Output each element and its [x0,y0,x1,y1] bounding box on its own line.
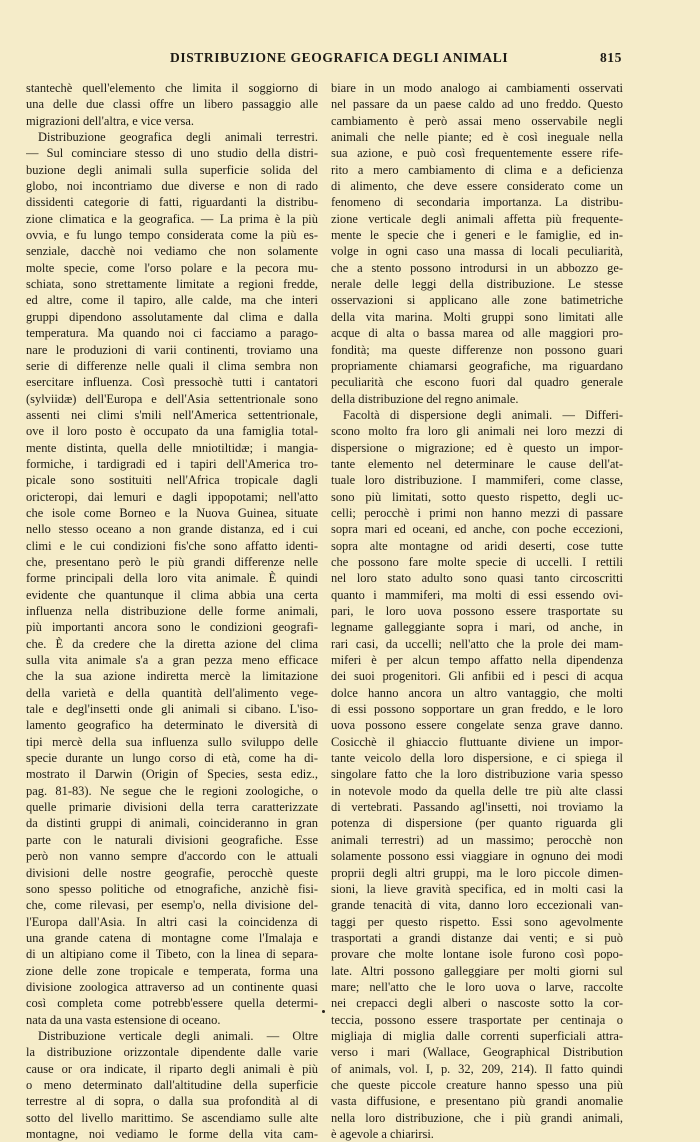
text-line: tante veicolo della loro dispersione, e ci spiega il [331,751,623,766]
text-line: che isole come Borneo e la Nuova Guinea, situate [26,505,318,520]
text-line: della varietà e della quantità dell'alimento vege- [26,685,318,700]
text-line: che a stento possono introdursi in un abbozzo ge- [331,260,623,275]
text-line: serie di differenze nelle quali il clima sembra non [26,358,318,373]
text-line: pari, le loro uova possono essere trasportate su [331,604,623,618]
text-line: senziale, dacchè noi vediamo che non solamente [26,244,318,259]
text-line: divisioni delle nostre geografie, perocchè queste [26,865,318,880]
text-line: trasportati a grandi distanze dai venti; e si può [331,930,623,945]
text-line: vasta diffusione, e presentano più grandi anomalie [331,1094,623,1109]
text-line: forme principali della loro vita animale. È quindi [26,571,318,586]
text-line: è agevole a chiarirsi. [331,1127,434,1141]
text-line: acque di alta o bassa marea od alle maggiori pro- [331,326,623,341]
text-line: fondità; ma queste differenze non possono guari [331,342,623,357]
text-line: tale e degl'insetti onde gli animali si cibano. L'iso- [26,702,318,717]
text-line: nella loro distribuzione, che i più grandi animali, [331,1110,623,1125]
text-line: in notevole modo da quella delle tre più alte classi [331,783,623,798]
text-line: solamente possono essi viaggiare in ognuno dei modi [331,849,623,864]
text-line: di essi possono sopportare un gran freddo, e le loro [331,702,623,717]
text-line: così completa come potrebb'essere quella determi- [26,996,318,1011]
text-line: nata da una vasta estensione di oceano. [26,1012,221,1027]
page-header [28,50,622,70]
text-line: singolare fatto che la loro distribuzione varia spesso [331,767,623,782]
text-line: dei suoi progenitori. Gli anfibii ed i pesci di acqua [331,669,623,684]
running-title: DISTRIBUZIONE GEOGRAFICA DEGLI ANIMALI [170,50,509,65]
text-line: dissidenti categorie di fatti, riguardanti la distribu- [26,195,318,210]
text-line: che queste piccole creature hanno spesso una più [331,1077,623,1092]
text-line: mente distinta, quella delle mniotiltidæ; i mangia- [26,440,318,455]
text-line: che, presentano però le più grandi differenze nelle [26,554,318,569]
footer-mark [322,1010,325,1013]
text-line: molte specie, come l'orso polare e la pecora mu- [26,260,318,275]
text-line: ed altre, come il tapiro, alle calde, ma che interi [26,293,318,308]
text-line: migliaja di miglia dalle correnti superficiali attra- [331,1028,623,1043]
text-line: che, come rilevasi, per esemp'o, nella divisione del- [26,898,318,913]
text-line: of animals, vol. I, p. 32, 209, 214). Il fatto quindi [331,1061,623,1076]
text-line: divisione zoologica attraverso ad un continente quasi [26,979,318,994]
text-line: nei crepacci degli alberi o nascoste sotto la cor- [331,996,623,1011]
text-line: fenomeno di secondaria importanza. La distribu- [331,195,623,210]
text-line: della vita marina. Molti gruppi sono limitati alle [331,309,623,324]
text-line: sopra mari ed oceani, ed anche, con poche eccezioni, [331,522,623,537]
text-line: però non vanno sempre d'accordo con le attuali [26,849,318,864]
text-line: rari casi, da uccelli; nell'atto che la prole dei mam- [331,636,623,651]
text-line: propriamente chiamarsi geografiche, ma riguardano [331,358,623,373]
text-line: biare in un modo analogo ai cambiamenti osservati [331,81,623,95]
text-line: sotto del livello marittimo. Se ascendiamo sulle alte [26,1110,318,1125]
text-line: quanto i mammiferi, ma molti di essi essendo ovi- [331,587,623,602]
text-line: legname galleggiante sopra i mari, od anche, in [331,620,623,635]
text-line: stantechè quell'elemento che limita il soggiorno di [26,81,318,95]
text-line: cambiamento è però assai meno osservabile negli [331,113,623,128]
section-heading-line: Distribuzione verticale degli animali. — Oltre [38,1028,318,1043]
text-line: potenza di dispersione (per quanto riguarda gli [331,816,623,831]
text-line: climi e le cui condizioni fis'che sono affatto identi- [26,538,318,553]
text-line: che la sua azione indiretta mercè la limitazione [26,669,318,684]
text-line: specie durante un lungo corso di età, come ha di- [26,751,318,766]
text-line: nel passare da un paese caldo ad uno freddo. Questo [331,97,623,112]
text-line: mare; nell'atto che le loro uova o larve, raccolte [331,979,623,994]
text-line: terrestre al di sopra, o dalla sua profondità al di [26,1094,318,1109]
text-line: temperatura. Ma quando noi ci facciamo a parago- [26,326,318,341]
text-line: animali che nelle piante; ed è così ineguale nella [331,130,623,145]
text-line: una delle due classi offre un libero passaggio alle [26,97,318,112]
text-line: taggi per questo rispetto. Essi sono agevolmente [331,914,623,929]
text-line: scono molto fra loro gli animali nei loro mezzi di [331,424,623,439]
text-line: verso i mari (Wallace, Geographical Distribution [331,1045,623,1060]
text-line: schiata, sono strettamente limitate a regioni fredde, [26,277,318,292]
text-line: proprii degli altri gruppi, ma le loro piccole dimen- [331,865,623,880]
text-line: sono più limitati, sotto questo rispetto, degli uc- [331,489,623,504]
text-line: peculiarità che escono fuori dal quadro generale [331,375,623,390]
text-line: rito a mero cambiamento di clima e a deficienza [331,162,623,177]
section-heading-line: Facoltà di dispersione degli animali. — Differi- [343,407,623,422]
text-line: volge in ogni caso una massa di locali peculiarità, [331,244,623,259]
text-line: grande tenacità di vita, danno loro eccezionali van- [331,898,623,913]
text-line: nello stesso oceano a non grande distanza, ed i cui [26,522,318,537]
text-line: migrazioni dell'altra, e vice versa. [26,113,194,128]
text-line: tuale loro distribuzione. I mammiferi, come classe, [331,473,623,488]
text-line: sono spesso politiche od etnografiche, anzichè fisi- [26,881,318,896]
text-line: uova possono essere congelate senza grave danno. [331,718,623,733]
text-line: sioni, la lieve gravità specifica, ed in molti casi la [331,881,623,896]
text-line: o meno determinato dall'altitudine della superficie [26,1077,318,1092]
text-line: zione climatica e la geografica. — La prima è la più [26,211,318,226]
text-line: sua azione, e può così frequentemente essere rife- [331,146,623,161]
text-line: da distinti gruppi di animali, coincideranno in gran [26,816,318,831]
text-line: zione verticale degli animali affetta più frequente- [331,211,623,226]
text-line: la distribuzione orizzontale dipendente dalle varie [26,1045,318,1060]
text-line: provare che molte lontane isole furono così popo- [331,947,623,962]
text-line: Cosicchè il ghiaccio fluttuante diviene un impor- [331,734,623,749]
text-line: sopra alte montagne od aridi deserti, cose tutte [331,538,623,553]
text-line: quelle primarie divisioni della terra caratterizzate [26,800,318,815]
text-line: osservazioni si applicano alle zone batimetriche [331,293,623,308]
text-line: celli; perocchè i primi non hanno mezzi di passare [331,505,623,520]
text-line: dispersione o migrazione; ed è questo un impor- [331,440,623,455]
text-line: l'Europa dall'Asia. In altri casi la coincidenza di [26,914,318,929]
text-line: evidente che quantunque il clima abbia una certa [26,587,318,602]
text-line: — Sul cominciare stesso di uno studio della distri- [26,146,318,161]
text-line: montagne, noi vediamo le forme della vita cam- [26,1127,318,1141]
text-line: esercitare influenza. Così pressochè tutti i cantatori [26,375,318,390]
text-line: cause or ora indicate, il riparto degli animali è più [26,1061,318,1076]
text-line: influenza nella distribuzione delle forme animali, [26,604,318,618]
text-line: late. Altri possono galleggiare per molti giorni sul [331,963,623,978]
text-line: di alimento, che deve essere considerato come un [331,179,623,194]
text-line: gruppi dipendono assolutamente dal clima e dalla [26,309,318,324]
text-line: teccia, possono essere trasportate per centinaja o [331,1012,623,1027]
text-line: lamento geografico ha determinato le diversità di [26,718,318,733]
text-line: una grande catena di montagne come l'Imalaja e [26,930,318,945]
text-line: ovvia, e fu lungo tempo considerata come la più es- [26,228,318,243]
text-line: mostrato il Darwin (Origin of Species, sesta ediz., [26,767,318,782]
text-line: che. È da credere che la diretta azione del clima [26,636,318,651]
text-line: tante elemento nel determinare le cause dell'at- [331,456,623,471]
text-line: animali terrestri) ad un massimo; perocchè non [331,832,623,847]
text-line: dolce hanno ancora un altro vantaggio, che molti [331,685,623,700]
text-line: nerale delle leggi della distribuzione. Le stesse [331,277,623,292]
text-line: miferi è per alcun tempo affatto nella dipendenza [331,653,623,668]
text-line: oricteropi, dai lemuri e dagli ippopotami; nell'atto [26,489,318,504]
text-line: formiche, i tardigradi ed i tapiri dell'America tro- [26,456,318,471]
text-line: più importanti ancora sono le condizioni geografi- [26,620,318,635]
text-line: di un altipiano come il Tibeto, con la linea di separa- [26,947,318,962]
text-line: pag. 81-83). Ne segue che le regioni zoologiche, o [26,783,318,798]
section-heading-line: Distribuzione geografica degli animali terrestri. [38,130,318,145]
page-number: 815 [599,50,622,65]
right-column [331,80,623,1142]
text-line: mente le specie che i generi e le famiglie, ed in- [331,228,623,243]
text-line: nare le produzioni di varii continenti, troviamo una [26,342,318,357]
text-line: (sylviidæ) dell'Europa e dell'Asia settentrionale sono [26,391,318,406]
text-line: di vertebrati. Passando agl'insetti, noi troviamo la [331,800,623,815]
text-line: assenti nei climi s'mili nell'America settentrionale, [26,407,318,422]
text-line: sulla vita animale s'a a gran pezza meno efficace [26,653,318,668]
text-line: globo, noi incontriamo due diverse e non di rado [26,179,318,194]
text-line: ove il loro posto è occupato da una famiglia total- [26,424,318,439]
text-line: della distribuzione del regno animale. [331,391,519,406]
text-line: picale sono sostituiti nell'Africa tropicale dagli [26,473,318,488]
left-column [26,80,318,1142]
text-line: che possono fare molte specie di uccelli. I rettili [331,554,623,569]
text-line: zione delle zone tropicale e temperata, forma una [26,963,318,978]
text-line: nel loro stato adulto sono quasi tanto circoscritti [331,571,623,586]
text-line: buzione degli animali sulla superficie solida del [26,162,318,177]
text-line: tipi mercè della sua influenza sullo sviluppo delle [26,734,318,749]
text-line: parte con le naturali divisioni geografiche. Esse [26,832,318,847]
